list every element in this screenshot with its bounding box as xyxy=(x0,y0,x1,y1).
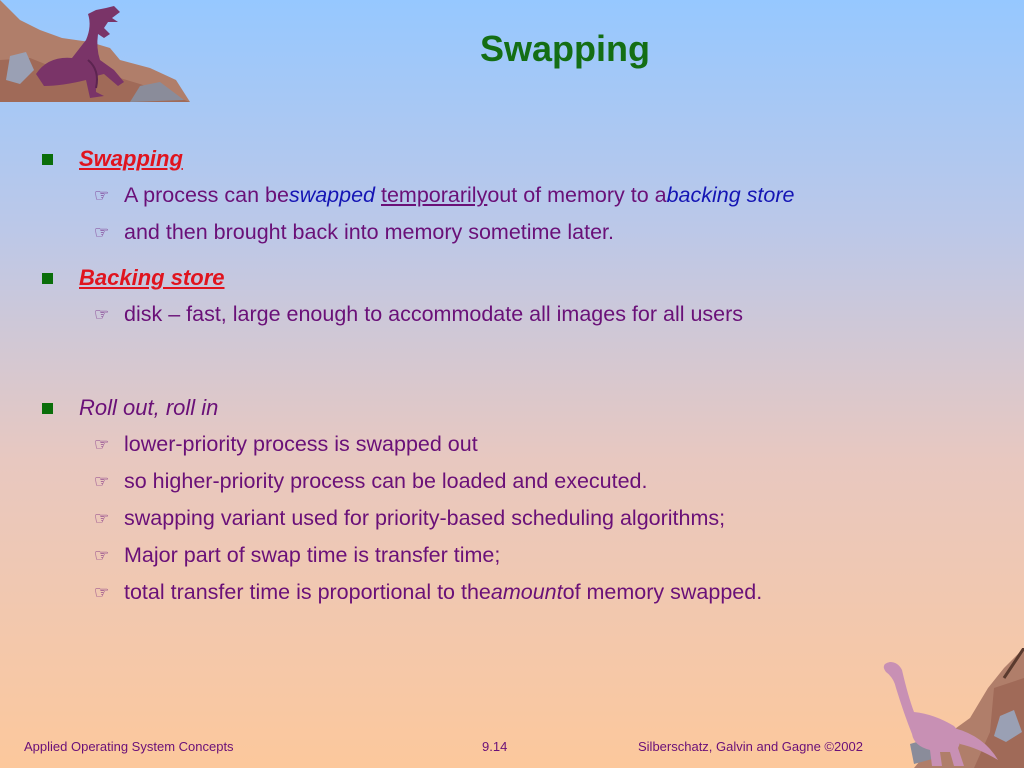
pointing-hand-icon: ☞ xyxy=(94,304,110,324)
item-text: lower-priority process is swapped out xyxy=(124,432,478,456)
item-text: so higher-priority process can be loaded and executed. xyxy=(124,469,648,493)
list-item xyxy=(94,543,500,568)
item-text: total transfer time is proportional to the xyxy=(124,580,491,604)
list-item xyxy=(94,469,648,494)
item-text: and then brought back into memory sometime later. xyxy=(124,220,614,244)
section-heading: Swapping xyxy=(79,146,183,171)
list-item xyxy=(94,302,743,327)
footer-right: Silberschatz, Galvin and Gagne ©2002 xyxy=(638,739,863,754)
section-heading: Roll out, roll in xyxy=(79,395,219,420)
pointing-hand-icon: ☞ xyxy=(94,222,110,242)
pointing-hand-icon: ☞ xyxy=(94,471,110,491)
item-text: out of memory to a xyxy=(487,183,667,207)
item-text: of memory swapped. xyxy=(562,580,763,604)
section-roll-out-roll-in xyxy=(42,395,218,421)
emphasis-backing-store: backing store xyxy=(666,183,795,207)
dinosaur-rock-bottom-right-icon xyxy=(874,648,1024,768)
square-bullet-icon xyxy=(42,273,53,284)
footer-page-number: 9.14 xyxy=(482,739,508,754)
section-heading: Backing store xyxy=(79,265,225,290)
list-item xyxy=(94,580,762,605)
pointing-hand-icon: ☞ xyxy=(94,185,110,205)
square-bullet-icon xyxy=(42,403,53,414)
square-bullet-icon xyxy=(42,154,53,165)
emphasis-swapped: swapped xyxy=(288,183,376,207)
item-text: disk – fast, large enough to accommodate all images for all users xyxy=(124,302,744,326)
pointing-hand-icon: ☞ xyxy=(94,582,110,602)
pointing-hand-icon: ☞ xyxy=(94,434,110,454)
list-item xyxy=(94,432,478,457)
section-swapping xyxy=(42,146,183,172)
item-text: A process can be xyxy=(124,183,289,207)
section-backing-store xyxy=(42,265,225,291)
pointing-hand-icon: ☞ xyxy=(94,508,110,528)
item-text: swapping variant used for priority-based scheduling algorithms; xyxy=(124,506,726,530)
list-item xyxy=(94,183,794,208)
footer-left: Applied Operating System Concepts xyxy=(24,739,234,754)
list-item xyxy=(94,506,725,531)
item-text: Major part of swap time is transfer time; xyxy=(124,543,501,567)
emphasis-temporarily: temporarily xyxy=(381,183,488,207)
list-item xyxy=(94,220,614,245)
emphasis-amount: amount xyxy=(490,580,563,604)
page-title: Swapping xyxy=(480,28,650,69)
pointing-hand-icon: ☞ xyxy=(94,545,110,565)
